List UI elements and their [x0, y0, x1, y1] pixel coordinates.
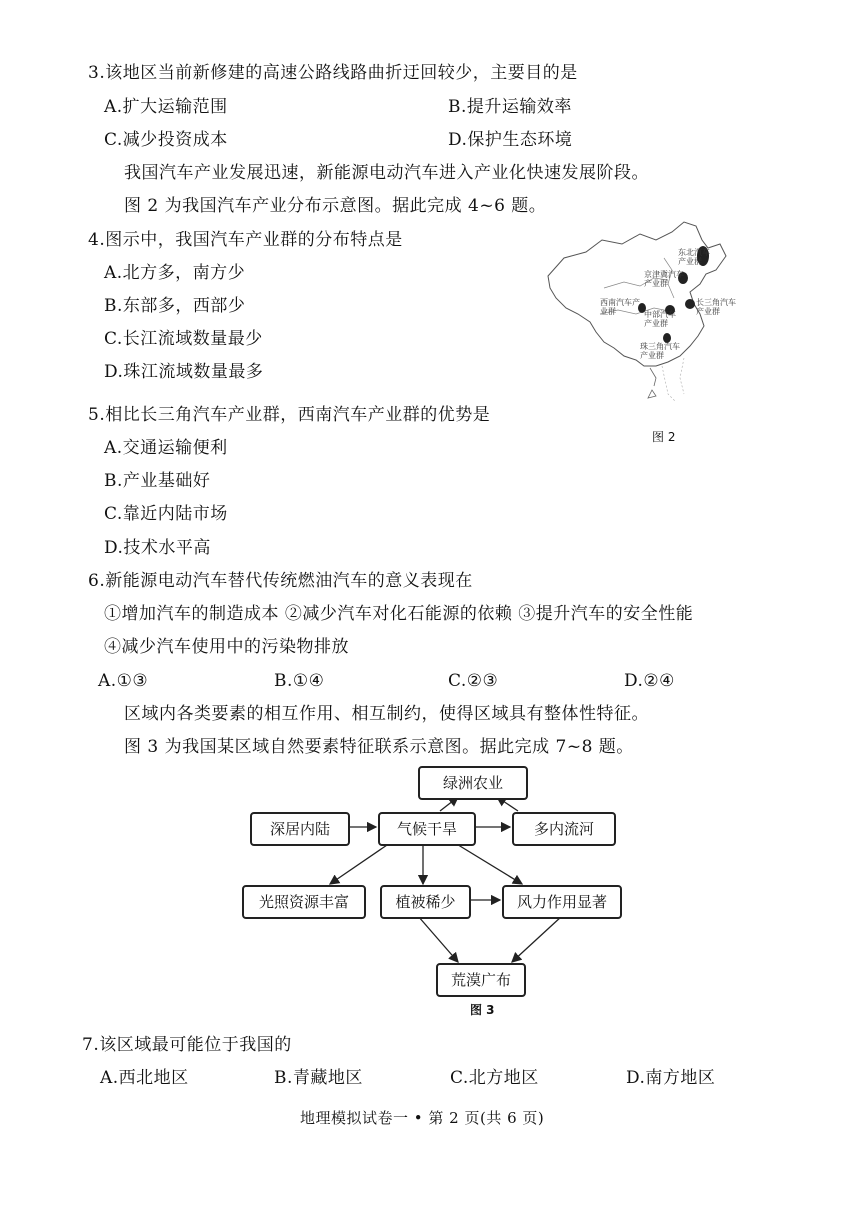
- q6-option-b: B.①④: [274, 671, 325, 691]
- q4-option-a: A.北方多，南方少: [104, 263, 246, 283]
- q7-stem: 7.该区域最可能位于我国的: [82, 1035, 292, 1055]
- node-strong-wind: 风力作用显著: [502, 885, 622, 919]
- q3-option-d: D.保护生态环境: [448, 130, 573, 150]
- q7-option-a: A.西北地区: [100, 1068, 189, 1088]
- map-label-southwest: 西南汽车产业群: [600, 298, 640, 316]
- node-oasis-agriculture: 绿洲农业: [418, 766, 528, 800]
- intro2-line1: 区域内各类要素的相互作用、相互制约，使得区域具有整体性特征。: [124, 704, 649, 724]
- q6-option-c: C.②③: [448, 671, 499, 691]
- page-footer: 地理模拟试卷一 • 第 2 页(共 6 页): [300, 1109, 545, 1127]
- node-deep-inland: 深居内陆: [250, 812, 350, 846]
- node-sunlight-resources: 光照资源丰富: [242, 885, 366, 919]
- figure-2-caption: 图 2: [652, 430, 676, 444]
- map-label-yrd: 长三角汽车产业群: [696, 298, 736, 316]
- q3-option-c: C.减少投资成本: [104, 130, 228, 150]
- q5-option-d: D.技术水平高: [104, 538, 211, 558]
- q5-option-c: C.靠近内陆市场: [104, 504, 228, 524]
- map-label-jingjin: 京津冀汽车产业群: [644, 270, 684, 288]
- q7-option-c: C.北方地区: [450, 1068, 539, 1088]
- node-inland-rivers: 多内流河: [512, 812, 616, 846]
- figure-3-caption: 图 3: [470, 1003, 495, 1017]
- q7-option-b: B.青藏地区: [274, 1068, 363, 1088]
- q3-option-b: B.提升运输效率: [448, 97, 572, 117]
- q5-stem: 5.相比长三角汽车产业群，西南汽车产业群的优势是: [88, 405, 491, 425]
- q7-option-d: D.南方地区: [626, 1068, 716, 1088]
- q6-statements-line2: ④减少汽车使用中的污染物排放: [104, 637, 349, 657]
- node-arid-climate: 气候干旱: [378, 812, 476, 846]
- q5-option-a: A.交通运输便利: [104, 438, 228, 458]
- q4-stem: 4.图示中，我国汽车产业群的分布特点是: [88, 230, 403, 250]
- intro1-line1: 我国汽车产业发展迅速，新能源电动汽车进入产业化快速发展阶段。: [124, 163, 649, 183]
- q4-option-c: C.长江流域数量最少: [104, 329, 263, 349]
- intro1-line2: 图 2 为我国汽车产业分布示意图。据此完成 4~6 题。: [124, 196, 547, 216]
- q4-option-b: B.东部多，西部少: [104, 296, 246, 316]
- map-label-central: 中部汽车产业群: [644, 310, 676, 328]
- node-sparse-vegetation: 植被稀少: [380, 885, 471, 919]
- q3-option-a: A.扩大运输范围: [104, 97, 228, 117]
- q3-stem: 3.该地区当前新修建的高速公路线路曲折迂回较少，主要目的是: [88, 63, 578, 83]
- q6-statements-line1: ①增加汽车的制造成本 ②减少汽车对化石能源的依赖 ③提升汽车的安全性能: [104, 604, 694, 624]
- map-label-prd: 珠三角汽车产业群: [640, 342, 680, 360]
- intro2-line2: 图 3 为我国某区域自然要素特征联系示意图。据此完成 7~8 题。: [124, 737, 634, 757]
- q6-option-d: D.②④: [624, 671, 675, 691]
- q4-option-d: D.珠江流域数量最多: [104, 362, 264, 382]
- q5-option-b: B.产业基础好: [104, 471, 211, 491]
- map-label-northeast: 东北汽车产业群: [678, 248, 710, 266]
- q6-stem: 6.新能源电动汽车替代传统燃油汽车的意义表现在: [88, 571, 473, 591]
- q6-option-a: A.①③: [98, 671, 149, 691]
- node-widespread-desert: 荒漠广布: [436, 963, 526, 997]
